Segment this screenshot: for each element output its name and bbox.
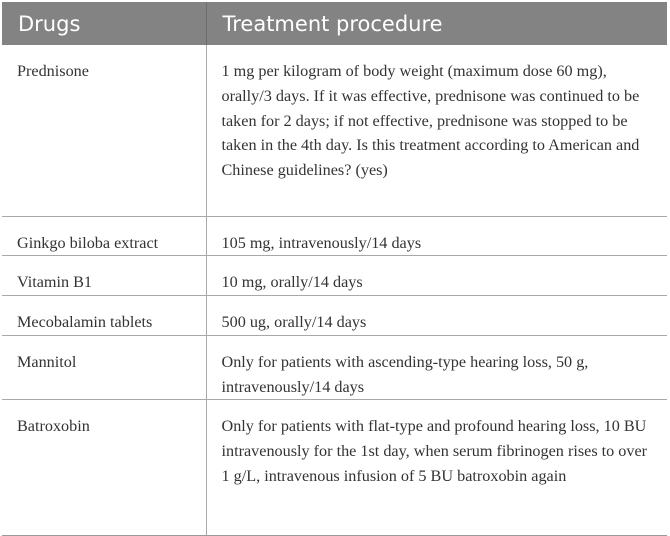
- table-row: [2, 400, 667, 536]
- table-row: [2, 45, 667, 216]
- table-row: [2, 335, 667, 400]
- drug-cell: Prednisone: [2, 45, 206, 216]
- procedure-cell: Only for patients with flat-type and profound hearing loss, 10 BU intravenously for the 1st day, when serum fibrinogen rises to over 1 g/L, intravenous infusion of 5 BU batroxobin again: [206, 400, 667, 536]
- drug-cell: Ginkgo biloba extract: [2, 216, 206, 256]
- drug-cell: Vitamin B1: [2, 256, 206, 296]
- table-row: [2, 256, 667, 296]
- table-row: [2, 216, 667, 256]
- table-row: [2, 296, 667, 336]
- procedure-cell: 10 mg, orally/14 days: [206, 256, 667, 296]
- drug-cell: Mannitol: [2, 335, 206, 400]
- procedure-cell: 500 ug, orally/14 days: [206, 296, 667, 336]
- drug-cell: Batroxobin: [2, 400, 206, 536]
- procedure-cell: Only for patients with ascending-type hearing loss, 50 g, intravenously/14 days: [206, 335, 667, 400]
- column-header-treatment-procedure: Treatment procedure: [206, 2, 667, 45]
- column-header-drugs: Drugs: [2, 2, 206, 45]
- header-row: [2, 2, 667, 45]
- procedure-cell: 105 mg, intravenously/14 days: [206, 216, 667, 256]
- drug-cell: Mecobalamin tablets: [2, 296, 206, 336]
- table-header: [2, 2, 667, 45]
- table-body: [2, 45, 667, 536]
- treatment-table: [2, 2, 667, 536]
- procedure-cell: 1 mg per kilogram of body weight (maximum dose 60 mg), orally/3 days. If it was effective, prednisone was continued to be taken for 2 days; if not effective, prednisone was stopped to be taken in the 4th day. Is this treatment according to American and Chinese guidelines? (yes): [206, 45, 667, 216]
